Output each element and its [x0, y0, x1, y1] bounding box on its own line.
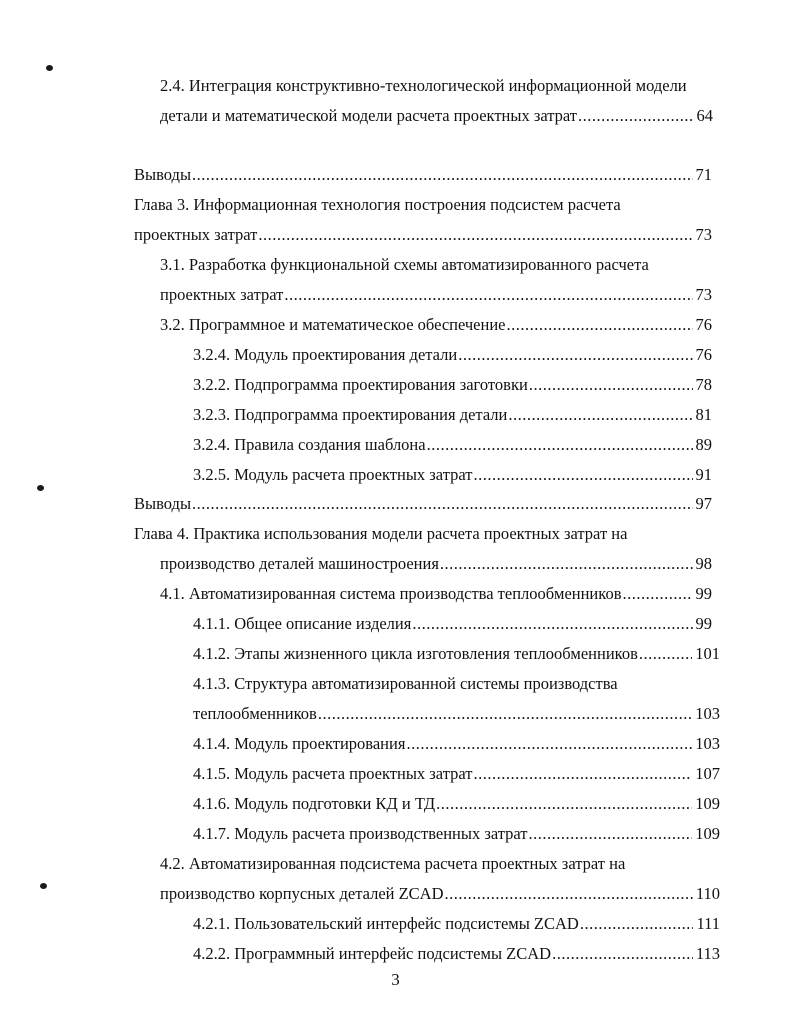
- toc-entry-page: 73: [695, 225, 712, 244]
- toc-entry-page: 89: [695, 435, 712, 454]
- dot-leader: [284, 283, 692, 307]
- toc-entry-page: 103: [695, 704, 720, 723]
- toc-entry[interactable]: [134, 163, 712, 187]
- toc-entry[interactable]: [193, 942, 720, 966]
- toc-line: [0, 822, 791, 846]
- toc-line: [0, 522, 791, 546]
- toc-entry-page: 111: [696, 914, 720, 933]
- dot-leader: [318, 702, 692, 726]
- toc-entry-page: 99: [695, 614, 712, 633]
- toc-line: [0, 642, 791, 666]
- toc-entry-title: 4.1.1. Общее описание изделия: [193, 614, 412, 633]
- toc-text: 3.1. Разработка функциональной схемы автоматизированного расчета: [160, 255, 649, 274]
- toc-entry-title: теплообменников: [193, 704, 317, 723]
- toc-line: [0, 552, 791, 576]
- toc-entry-page: 81: [695, 405, 712, 424]
- toc-entry-title: 4.1.4. Модуль проектирования: [193, 734, 406, 753]
- dot-leader: [412, 612, 692, 636]
- toc-entry[interactable]: [160, 552, 712, 576]
- toc-line: [0, 433, 791, 457]
- dot-leader: [529, 822, 693, 846]
- dot-leader: [427, 433, 693, 457]
- dot-leader: [622, 582, 692, 606]
- toc-entry-title: 3.2.4. Модуль проектирования детали: [193, 345, 458, 364]
- toc-entry-page: 103: [695, 734, 720, 753]
- toc-entry-title: детали и математической модели расчета проектных затрат: [160, 106, 578, 125]
- toc-entry[interactable]: [160, 313, 712, 337]
- toc-entry[interactable]: [193, 373, 712, 397]
- toc-entry-title: 4.1.7. Модуль расчета производственных затрат: [193, 824, 528, 843]
- toc-line: [0, 702, 791, 726]
- dot-leader: [445, 882, 693, 906]
- toc-entry[interactable]: [160, 283, 712, 307]
- toc-line: [0, 193, 791, 217]
- toc-entry-page: 98: [695, 554, 712, 573]
- toc-entry[interactable]: [134, 223, 712, 247]
- page-number: 3: [391, 970, 400, 989]
- toc-entry-page: 91: [695, 465, 712, 484]
- toc-entry-page: 109: [695, 794, 720, 813]
- toc-entry[interactable]: [160, 104, 713, 128]
- toc-entry-title: 3.2.5. Модуль расчета проектных затрат: [193, 465, 473, 484]
- dot-leader: [458, 343, 692, 367]
- dot-leader: [580, 912, 694, 936]
- toc-line: [0, 912, 791, 936]
- scan-artifact-mark: [46, 65, 53, 71]
- toc-entry-page: 71: [695, 165, 712, 184]
- toc-entry-title: 4.2.1. Пользовательский интерфейс подсистемы ZCAD: [193, 914, 579, 933]
- toc-entry-title: Выводы: [134, 165, 192, 184]
- toc-line: [0, 463, 791, 487]
- toc-line: [0, 732, 791, 756]
- toc-line: [0, 283, 791, 307]
- toc-entry-page: 99: [695, 584, 712, 603]
- toc-entry-page: 107: [695, 764, 720, 783]
- toc-entry-page: 76: [695, 315, 712, 334]
- toc-entry[interactable]: [193, 612, 712, 636]
- toc-entry[interactable]: [193, 702, 720, 726]
- toc-line: [0, 343, 791, 367]
- toc-line: [0, 492, 791, 516]
- toc-line: [0, 163, 791, 187]
- toc-entry-page: 73: [695, 285, 712, 304]
- toc-entry-title: проектных затрат: [160, 285, 284, 304]
- toc-entry-page: 78: [695, 375, 712, 394]
- toc-entry[interactable]: [193, 343, 712, 367]
- toc-line: [0, 223, 791, 247]
- toc-line: [0, 612, 791, 636]
- toc-entry-page: 113: [695, 944, 720, 963]
- toc-line: [0, 672, 791, 696]
- dot-leader: [508, 403, 692, 427]
- toc-entry-title: 4.1.5. Модуль расчета проектных затрат: [193, 764, 473, 783]
- toc-entry[interactable]: [160, 882, 720, 906]
- toc-entry[interactable]: [193, 732, 720, 756]
- toc-line: [0, 792, 791, 816]
- dot-leader: [552, 942, 693, 966]
- dot-leader: [529, 373, 693, 397]
- toc-text: 4.1.3. Структура автоматизированной системы производства: [193, 674, 618, 693]
- toc-line: [0, 762, 791, 786]
- dot-leader: [258, 223, 692, 247]
- toc-line: [0, 74, 791, 98]
- toc-entry-page: 76: [695, 345, 712, 364]
- toc-line: [0, 104, 791, 128]
- toc-entry-title: производство деталей машиностроения: [160, 554, 439, 573]
- toc-line: [0, 253, 791, 277]
- toc-entry-title: 3.2.4. Правила создания шаблона: [193, 435, 426, 454]
- toc-text: Глава 4. Практика использования модели расчета проектных затрат на: [134, 524, 628, 543]
- dot-leader: [473, 762, 692, 786]
- toc-entry-page: 64: [696, 106, 713, 125]
- toc-entry-title: 4.1.6. Модуль подготовки КД и ТД: [193, 794, 436, 813]
- dot-leader: [507, 313, 693, 337]
- toc-entry-title: 3.2. Программное и математическое обеспечение: [160, 315, 506, 334]
- toc-entry-title: производство корпусных деталей ZCAD: [160, 884, 444, 903]
- toc-entry[interactable]: [193, 642, 720, 666]
- toc-entry-title: Выводы: [134, 494, 192, 513]
- dot-leader: [436, 792, 692, 816]
- toc-line: [0, 313, 791, 337]
- toc-entry[interactable]: [160, 582, 712, 606]
- toc-entry[interactable]: [193, 792, 720, 816]
- toc-entry[interactable]: [193, 403, 712, 427]
- toc-entry[interactable]: [193, 822, 720, 846]
- dot-leader: [639, 642, 692, 666]
- toc-text: Глава 3. Информационная технология построения подсистем расчета: [134, 195, 621, 214]
- toc-line: [0, 582, 791, 606]
- toc-entry-title: 3.2.3. Подпрограмма проектирования детали: [193, 405, 508, 424]
- toc-entry[interactable]: [193, 912, 720, 936]
- toc-entry-title: проектных затрат: [134, 225, 258, 244]
- toc-line: [0, 373, 791, 397]
- toc-entry[interactable]: [193, 433, 712, 457]
- dot-leader: [578, 104, 693, 128]
- toc-line: [0, 942, 791, 966]
- toc-line: [0, 882, 791, 906]
- toc-entry-title: 4.1. Автоматизированная система производства теплообменников: [160, 584, 622, 603]
- toc-entry-title: 4.2.2. Программный интерфейс подсистемы ZCAD: [193, 944, 552, 963]
- toc-text: 2.4. Интеграция конструктивно-технологической информационной модели: [160, 76, 687, 95]
- toc-text: 4.2. Автоматизированная подсистема расчета проектных затрат на: [160, 854, 626, 873]
- toc-entry-page: 97: [695, 494, 712, 513]
- dot-leader: [406, 732, 692, 756]
- toc-entry[interactable]: [134, 492, 712, 516]
- toc-entry-page: 110: [695, 884, 720, 903]
- toc-entry-title: 3.2.2. Подпрограмма проектирования заготовки: [193, 375, 528, 394]
- dot-leader: [473, 463, 692, 487]
- toc-line: [0, 403, 791, 427]
- toc-entry[interactable]: [193, 463, 712, 487]
- toc-line: [0, 852, 791, 876]
- toc-entry-page: 109: [695, 824, 720, 843]
- dot-leader: [440, 552, 693, 576]
- dot-leader: [192, 163, 692, 187]
- dot-leader: [192, 492, 692, 516]
- toc-entry-page: 101: [695, 644, 720, 663]
- toc-entry[interactable]: [193, 762, 720, 786]
- toc-entry-title: 4.1.2. Этапы жизненного цикла изготовления теплообменников: [193, 644, 638, 663]
